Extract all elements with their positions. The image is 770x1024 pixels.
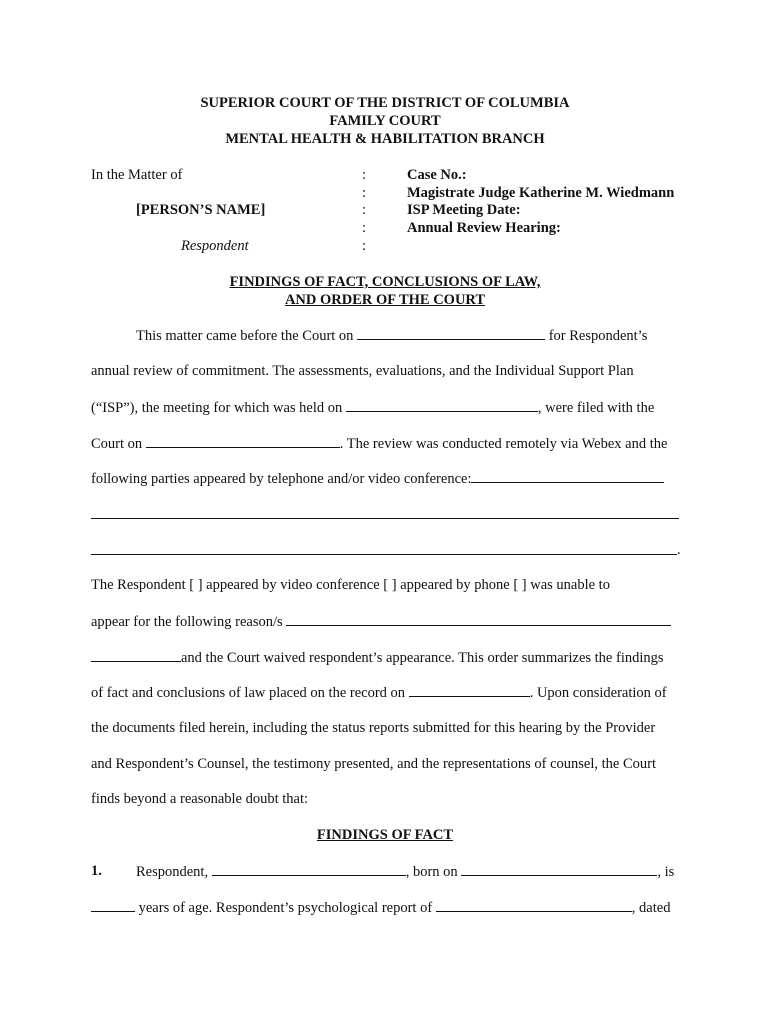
reason-blank[interactable] bbox=[286, 612, 671, 626]
body-line-end: . bbox=[677, 542, 681, 558]
appearance-options[interactable]: The Respondent [ ] appeared by video conference [ ] appeared by phone [ ] was unable to bbox=[91, 577, 610, 593]
respondent-label: Respondent bbox=[181, 238, 249, 254]
body-line: and Respondent’s Counsel, the testimony presented, and the representations of counsel, the Court bbox=[91, 756, 656, 772]
case-no-label: Case No.: bbox=[407, 167, 467, 183]
caption-colon: : bbox=[362, 185, 367, 201]
body-line: annual review of commitment. The assessments, evaluations, and the Individual Support Plan bbox=[91, 363, 634, 379]
body-line: appear for the following reason/s bbox=[91, 612, 671, 631]
parties-blank[interactable] bbox=[471, 469, 664, 483]
parties-line-blank[interactable] bbox=[91, 518, 679, 519]
court-branch: MENTAL HEALTH & HABILITATION BRANCH bbox=[225, 131, 545, 147]
body-line: of fact and conclusions of law placed on the record on . Upon consideration of bbox=[91, 685, 667, 701]
caption-colon: : bbox=[362, 167, 367, 183]
caption-colon: : bbox=[362, 202, 367, 218]
body-line: following parties appeared by telephone and/or video conference: bbox=[91, 469, 664, 488]
annual-review-label: Annual Review Hearing: bbox=[407, 220, 561, 236]
body-line: (“ISP”), the meeting for which was held on , were filed with the bbox=[91, 400, 655, 416]
birth-date-blank[interactable] bbox=[461, 862, 657, 876]
body-line: finds beyond a reasonable doubt that: bbox=[91, 791, 309, 807]
finding-number: 1. bbox=[91, 863, 102, 879]
body-line: the documents filed herein, including the status reports submitted for this hearing by the Provider bbox=[91, 720, 656, 736]
in-matter-of: In the Matter of bbox=[91, 167, 183, 183]
document-title-line2: AND ORDER OF THE COURT bbox=[284, 292, 486, 308]
court-division: FAMILY COURT bbox=[329, 113, 441, 129]
reason-continued-blank[interactable] bbox=[91, 648, 181, 662]
caption-colon: : bbox=[362, 220, 367, 236]
age-blank[interactable] bbox=[91, 898, 135, 912]
person-name: [PERSON’S NAME] bbox=[136, 202, 266, 218]
body-line: Court on . The review was conducted remotely via Webex and the bbox=[91, 436, 668, 452]
findings-heading: FINDINGS OF FACT bbox=[316, 827, 454, 843]
court-name: SUPERIOR COURT OF THE DISTRICT OF COLUMBIA bbox=[200, 95, 570, 111]
body-line: This matter came before the Court on for Respondent’s bbox=[136, 328, 648, 344]
finding-line: years of age. Respondent’s psychological report of , dated bbox=[91, 898, 670, 917]
hearing-date-blank[interactable] bbox=[357, 326, 545, 340]
caption-colon: : bbox=[362, 238, 367, 254]
respondent-name-blank[interactable] bbox=[212, 862, 406, 876]
report-author-blank[interactable] bbox=[436, 898, 632, 912]
finding-line: Respondent, , born on , is bbox=[136, 864, 675, 880]
isp-date-label: ISP Meeting Date: bbox=[407, 202, 521, 218]
isp-meeting-date-blank[interactable] bbox=[346, 398, 538, 412]
parties-line-blank[interactable] bbox=[91, 554, 677, 555]
document-title-line1: FINDINGS OF FACT, CONCLUSIONS OF LAW, bbox=[229, 274, 541, 290]
record-date-blank[interactable] bbox=[409, 683, 530, 697]
body-line: and the Court waived respondent’s appearance. This order summarizes the findings bbox=[91, 648, 664, 667]
filed-date-blank[interactable] bbox=[146, 434, 340, 448]
judge-name: Magistrate Judge Katherine M. Wiedmann bbox=[407, 185, 675, 201]
